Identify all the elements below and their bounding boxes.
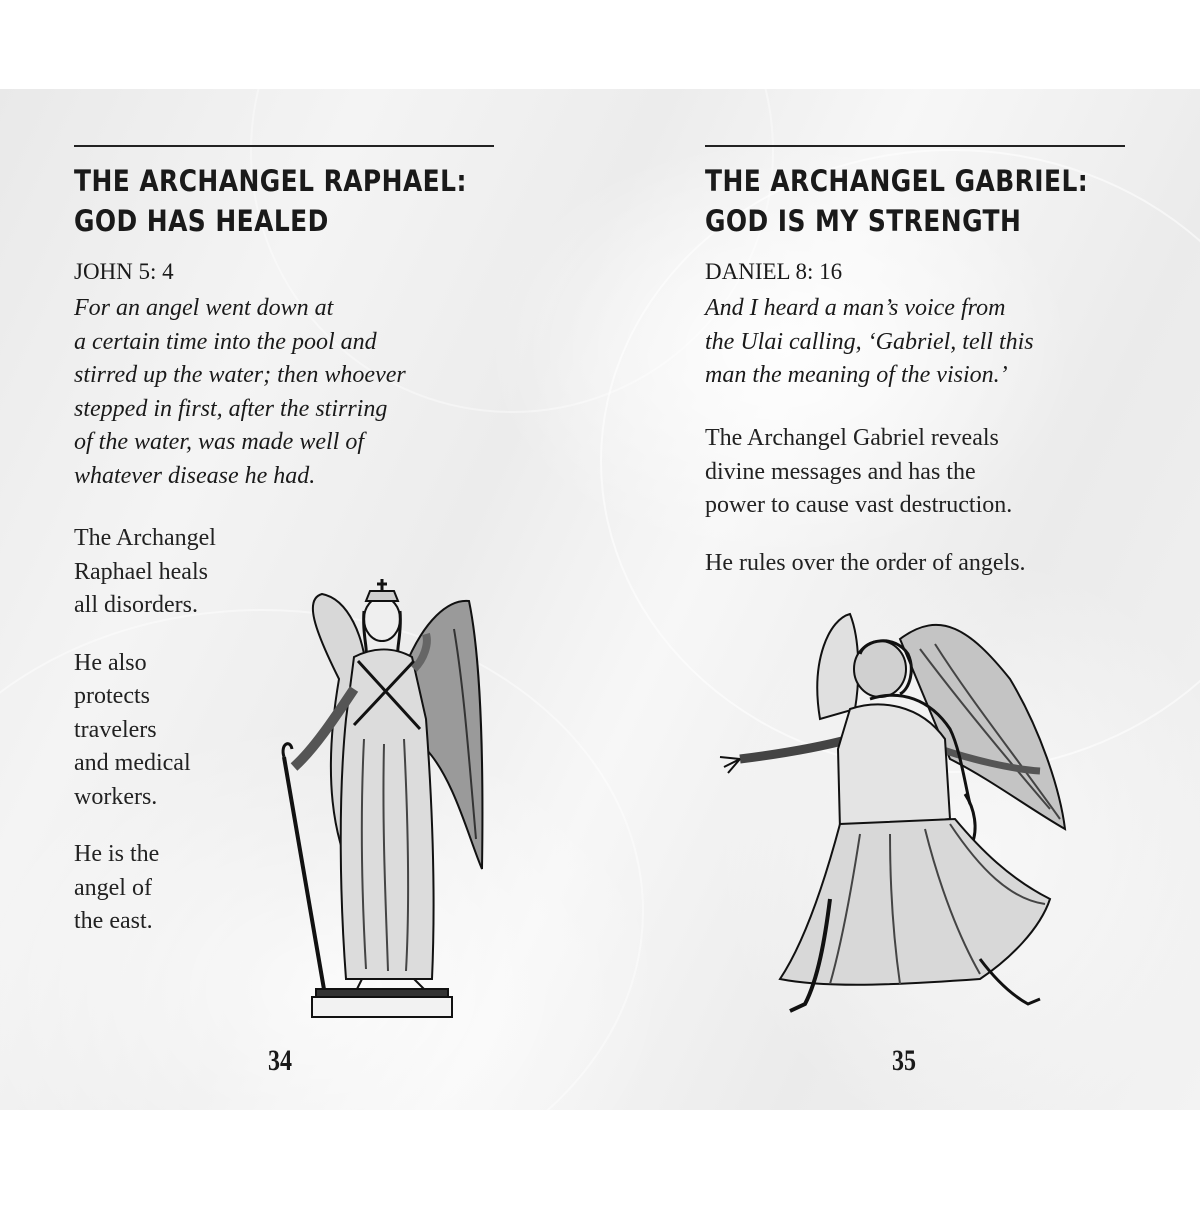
raphael-illustration (254, 539, 514, 1019)
scripture-verse (74, 292, 406, 493)
page-number: 35 (892, 1044, 916, 1077)
title-rule (74, 145, 494, 147)
verse-line: whatever disease he had. (74, 462, 316, 489)
description-text (74, 514, 216, 947)
text-line: travelers (74, 716, 157, 743)
description-text (705, 414, 1026, 588)
title-line-1: THE ARCHANGEL GABRIEL: (705, 164, 1089, 198)
text-line: He also (74, 649, 147, 676)
verse-line: the Ulai calling, ‘Gabriel, tell this (705, 328, 1034, 355)
title-line-1: THE ARCHANGEL RAPHAEL: (74, 164, 467, 198)
gabriel-illustration (710, 599, 1080, 1029)
title-line-2: GOD HAS HEALED (74, 204, 329, 238)
text-line: the east. (74, 908, 153, 934)
page-title (74, 161, 467, 241)
text-line: divine messages and has the (705, 458, 976, 485)
verse-line: stepped in first, after the stirring (74, 395, 388, 422)
page-number: 34 (268, 1044, 292, 1077)
scripture-reference: JOHN 5: 4 (74, 259, 174, 284)
title-rule (705, 145, 1125, 147)
verse-line: stirred up the water; then whoever (74, 362, 406, 388)
text-line: all disorders. (74, 592, 198, 618)
verse-line: of the water, was made well of (74, 429, 364, 455)
verse-line: And I heard a man’s voice from (705, 295, 1006, 321)
text-line: He is the (74, 841, 160, 867)
scripture-reference: DANIEL 8: 16 (705, 259, 843, 284)
text-line: angel of (74, 874, 152, 901)
text-line: The Archangel Gabriel reveals (705, 425, 999, 451)
text-line: protects (74, 683, 150, 709)
text-line: and medical (74, 750, 191, 776)
text-line: He rules over the order of angels. (705, 549, 1026, 576)
verse-line: a certain time into the pool and (74, 328, 377, 355)
verse-line: For an angel went down at (74, 295, 334, 321)
title-line-2: GOD IS MY STRENGTH (705, 204, 1022, 238)
page-title (705, 161, 1088, 241)
right-page (705, 89, 1125, 1110)
text-line: The Archangel (74, 525, 216, 551)
verse-line: man the meaning of the vision.’ (705, 362, 1008, 388)
scripture-verse (705, 292, 1034, 393)
book-spread (0, 89, 1200, 1110)
text-line: power to cause vast destruction. (705, 492, 1013, 518)
text-line: Raphael heals (74, 558, 208, 585)
text-line: workers. (74, 783, 158, 810)
left-page (74, 89, 494, 1110)
